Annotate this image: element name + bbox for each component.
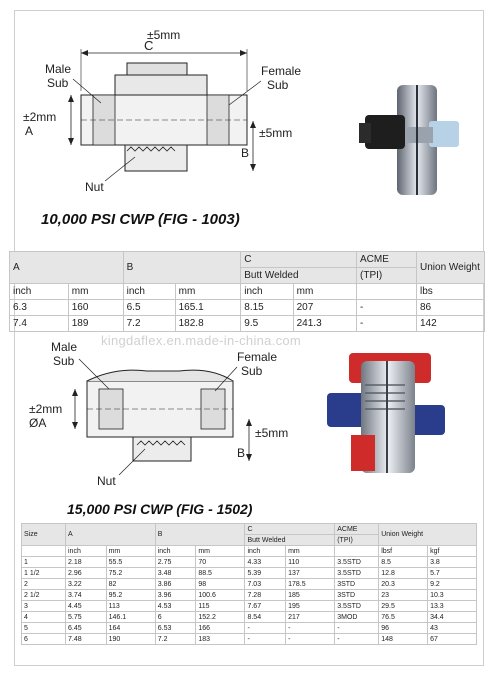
- b-tolerance-label: ±5mm: [255, 426, 289, 440]
- col-acme-subheader: (TPI): [335, 535, 379, 546]
- table-cell: 164: [106, 623, 155, 634]
- table-cell: 185: [286, 590, 335, 601]
- table-cell: 43: [428, 623, 477, 634]
- table-cell: 10.3: [428, 590, 477, 601]
- table-cell: 178.5: [286, 579, 335, 590]
- table-cell: -: [357, 316, 417, 332]
- table-cell: 82: [106, 579, 155, 590]
- col-b-header: B: [123, 252, 241, 284]
- table-cell: 3STD: [335, 590, 379, 601]
- table-cell: 7.2: [123, 316, 175, 332]
- table-cell: 189: [68, 316, 123, 332]
- table-cell: 3.5STD: [335, 557, 379, 568]
- table-row: [22, 579, 477, 590]
- table-cell: 96: [379, 623, 428, 634]
- table-cell: 3.74: [66, 590, 107, 601]
- a-label: ØA: [29, 416, 47, 430]
- table-cell: 76.5: [379, 612, 428, 623]
- table-cell: 7.2: [155, 634, 196, 645]
- table-row: [22, 634, 477, 645]
- table-row: [22, 590, 477, 601]
- fig-1003-title: 10,000 PSI CWP (FIG - 1003): [41, 211, 240, 228]
- table-cell: 142: [417, 316, 485, 332]
- fig-1502-union-photo: [321, 345, 451, 479]
- table-cell: 1 1/2: [22, 568, 66, 579]
- col-acme-header: ACME: [335, 524, 379, 535]
- table-cell: 7.67: [245, 601, 286, 612]
- table-header-row: [22, 524, 477, 535]
- table-cell: 86: [417, 300, 485, 316]
- table-cell: 2.18: [66, 557, 107, 568]
- col-c-subheader: Butt Welded: [241, 268, 357, 284]
- table-cell: 1: [22, 557, 66, 568]
- unit-cell: inch: [241, 284, 293, 300]
- table-cell: 113: [106, 601, 155, 612]
- table-cell: 3.22: [66, 579, 107, 590]
- table-cell: 67: [428, 634, 477, 645]
- table-cell: 2 1/2: [22, 590, 66, 601]
- table-cell: 207: [293, 300, 356, 316]
- table-cell: 8.15: [241, 300, 293, 316]
- unit-cell: mm: [106, 546, 155, 557]
- table-cell: 160: [68, 300, 123, 316]
- table-cell: 6: [155, 612, 196, 623]
- table-cell: 98: [196, 579, 245, 590]
- table-cell: -: [286, 634, 335, 645]
- b-label: B: [237, 446, 246, 460]
- table-header-row: [10, 252, 485, 268]
- table-cell: 3.5STD: [335, 601, 379, 612]
- table-cell: -: [335, 623, 379, 634]
- unit-cell: [357, 284, 417, 300]
- table-cell: 241.3: [293, 316, 356, 332]
- male-sub-label-line2: Sub: [47, 76, 69, 90]
- fig-1003-spec-table: [9, 251, 485, 332]
- table-cell: 3MOD: [335, 612, 379, 623]
- col-union-weight-header: Union Weight: [417, 252, 485, 284]
- table-cell: 5.39: [245, 568, 286, 579]
- unit-cell: kgf: [428, 546, 477, 557]
- table-cell: 7.48: [66, 634, 107, 645]
- col-b-header: B: [155, 524, 245, 546]
- col-c-subheader: Butt Welded: [245, 535, 335, 546]
- table-cell: 29.5: [379, 601, 428, 612]
- fig-1003-section: [15, 11, 485, 259]
- unit-cell: inch: [245, 546, 286, 557]
- table-cell: 3STD: [335, 579, 379, 590]
- table-cell: -: [245, 634, 286, 645]
- c-tolerance-label: ±5mm: [147, 28, 181, 42]
- col-acme-subheader: (TPI): [357, 268, 417, 284]
- table-cell: 3.8: [428, 557, 477, 568]
- unit-cell: inch: [155, 546, 196, 557]
- table-cell: 195: [286, 601, 335, 612]
- table-cell: 9.5: [241, 316, 293, 332]
- table-cell: 8.5: [379, 557, 428, 568]
- b-label: B: [241, 146, 250, 160]
- c-label: C: [144, 38, 154, 53]
- table-cell: 8.54: [245, 612, 286, 623]
- table-cell: -: [357, 300, 417, 316]
- unit-cell: inch: [10, 284, 69, 300]
- male-sub-label-line2: Sub: [53, 354, 75, 368]
- unit-cell: inch: [66, 546, 107, 557]
- table-cell: 6.45: [66, 623, 107, 634]
- table-cell: 182.8: [175, 316, 241, 332]
- fig-1502-title: 15,000 PSI CWP (FIG - 1502): [67, 501, 253, 517]
- table-row: [22, 623, 477, 634]
- female-sub-label-line2: Sub: [267, 78, 289, 92]
- table-cell: 3.5STD: [335, 568, 379, 579]
- female-sub-label-line1: Female: [237, 350, 278, 364]
- table-cell: 3.86: [155, 579, 196, 590]
- table-row: [22, 568, 477, 579]
- unit-cell: lbs: [417, 284, 485, 300]
- unit-cell: mm: [293, 284, 356, 300]
- unit-cell: [22, 546, 66, 557]
- fig-1502-spec-table: [21, 523, 477, 645]
- col-c-header: C: [241, 252, 357, 268]
- spec-sheet: [14, 10, 484, 666]
- table-row: [10, 316, 485, 332]
- table-cell: 7.4: [10, 316, 69, 332]
- table-cell: 55.5: [106, 557, 155, 568]
- col-a-header: A: [66, 524, 156, 546]
- table-cell: 148: [379, 634, 428, 645]
- male-sub-label-line1: Male: [51, 340, 78, 354]
- table-cell: -: [286, 623, 335, 634]
- fig-1502-section: [15, 337, 485, 507]
- col-acme-header: ACME: [357, 252, 417, 268]
- table-cell: 75.2: [106, 568, 155, 579]
- table-row: [22, 557, 477, 568]
- table-cell: 4.53: [155, 601, 196, 612]
- table-cell: 20.3: [379, 579, 428, 590]
- table-cell: 95.2: [106, 590, 155, 601]
- col-a-header: A: [10, 252, 124, 284]
- fig-1502-table-body: [22, 557, 477, 645]
- col-size-header: Size: [22, 524, 66, 546]
- table-row: [22, 612, 477, 623]
- col-union-weight-header: Union Weight: [379, 524, 477, 546]
- unit-cell: inch: [123, 284, 175, 300]
- nut-label: Nut: [85, 180, 104, 194]
- table-units-row: [10, 284, 485, 300]
- a-tolerance-label: ±2mm: [29, 402, 63, 416]
- table-cell: 6: [22, 634, 66, 645]
- table-cell: 6.53: [155, 623, 196, 634]
- table-cell: 5: [22, 623, 66, 634]
- unit-cell: [335, 546, 379, 557]
- unit-cell: mm: [68, 284, 123, 300]
- unit-cell: lbsf: [379, 546, 428, 557]
- a-tolerance-label: ±2mm: [23, 110, 57, 124]
- table-cell: 190: [106, 634, 155, 645]
- table-cell: 3: [22, 601, 66, 612]
- table-cell: 4: [22, 612, 66, 623]
- table-cell: 152.2: [196, 612, 245, 623]
- table-cell: 9.2: [428, 579, 477, 590]
- table-cell: 4.45: [66, 601, 107, 612]
- table-cell: 100.6: [196, 590, 245, 601]
- table-cell: 7.03: [245, 579, 286, 590]
- table-cell: 12.8: [379, 568, 428, 579]
- a-label: A: [25, 124, 34, 138]
- fig-1502-diagram: [15, 337, 315, 497]
- table-cell: 88.5: [196, 568, 245, 579]
- table-cell: 146.1: [106, 612, 155, 623]
- table-units-row: [22, 546, 477, 557]
- table-cell: 70: [196, 557, 245, 568]
- b-tolerance-label: ±5mm: [259, 126, 293, 140]
- table-cell: 110: [286, 557, 335, 568]
- table-cell: -: [335, 634, 379, 645]
- table-cell: 6.5: [123, 300, 175, 316]
- table-cell: 34.4: [428, 612, 477, 623]
- table-row: [22, 601, 477, 612]
- fig-1003-diagram: [15, 11, 315, 211]
- col-c-header: C: [245, 524, 335, 535]
- table-row: [10, 300, 485, 316]
- nut-label: Nut: [97, 474, 116, 488]
- unit-cell: mm: [286, 546, 335, 557]
- table-cell: 5.7: [428, 568, 477, 579]
- table-cell: -: [245, 623, 286, 634]
- table-cell: 23: [379, 590, 428, 601]
- female-sub-label-line2: Sub: [241, 364, 263, 378]
- table-cell: 2.75: [155, 557, 196, 568]
- table-cell: 5.75: [66, 612, 107, 623]
- table-cell: 115: [196, 601, 245, 612]
- table-cell: 217: [286, 612, 335, 623]
- table-cell: 6.3: [10, 300, 69, 316]
- table-cell: 2: [22, 579, 66, 590]
- watermark: kingdaflex.en.made-in-china.com: [101, 333, 302, 348]
- table-cell: 2.96: [66, 568, 107, 579]
- table-cell: 137: [286, 568, 335, 579]
- table-cell: 4.33: [245, 557, 286, 568]
- table-cell: 3.96: [155, 590, 196, 601]
- table-cell: 165.1: [175, 300, 241, 316]
- unit-cell: mm: [175, 284, 241, 300]
- table-cell: 13.3: [428, 601, 477, 612]
- unit-cell: mm: [196, 546, 245, 557]
- table-cell: 166: [196, 623, 245, 634]
- fig-1003-union-photo: [345, 81, 465, 201]
- table-cell: 7.28: [245, 590, 286, 601]
- table-cell: 3.48: [155, 568, 196, 579]
- male-sub-label-line1: Male: [45, 62, 72, 76]
- female-sub-label-line1: Female: [261, 64, 302, 78]
- table-cell: 183: [196, 634, 245, 645]
